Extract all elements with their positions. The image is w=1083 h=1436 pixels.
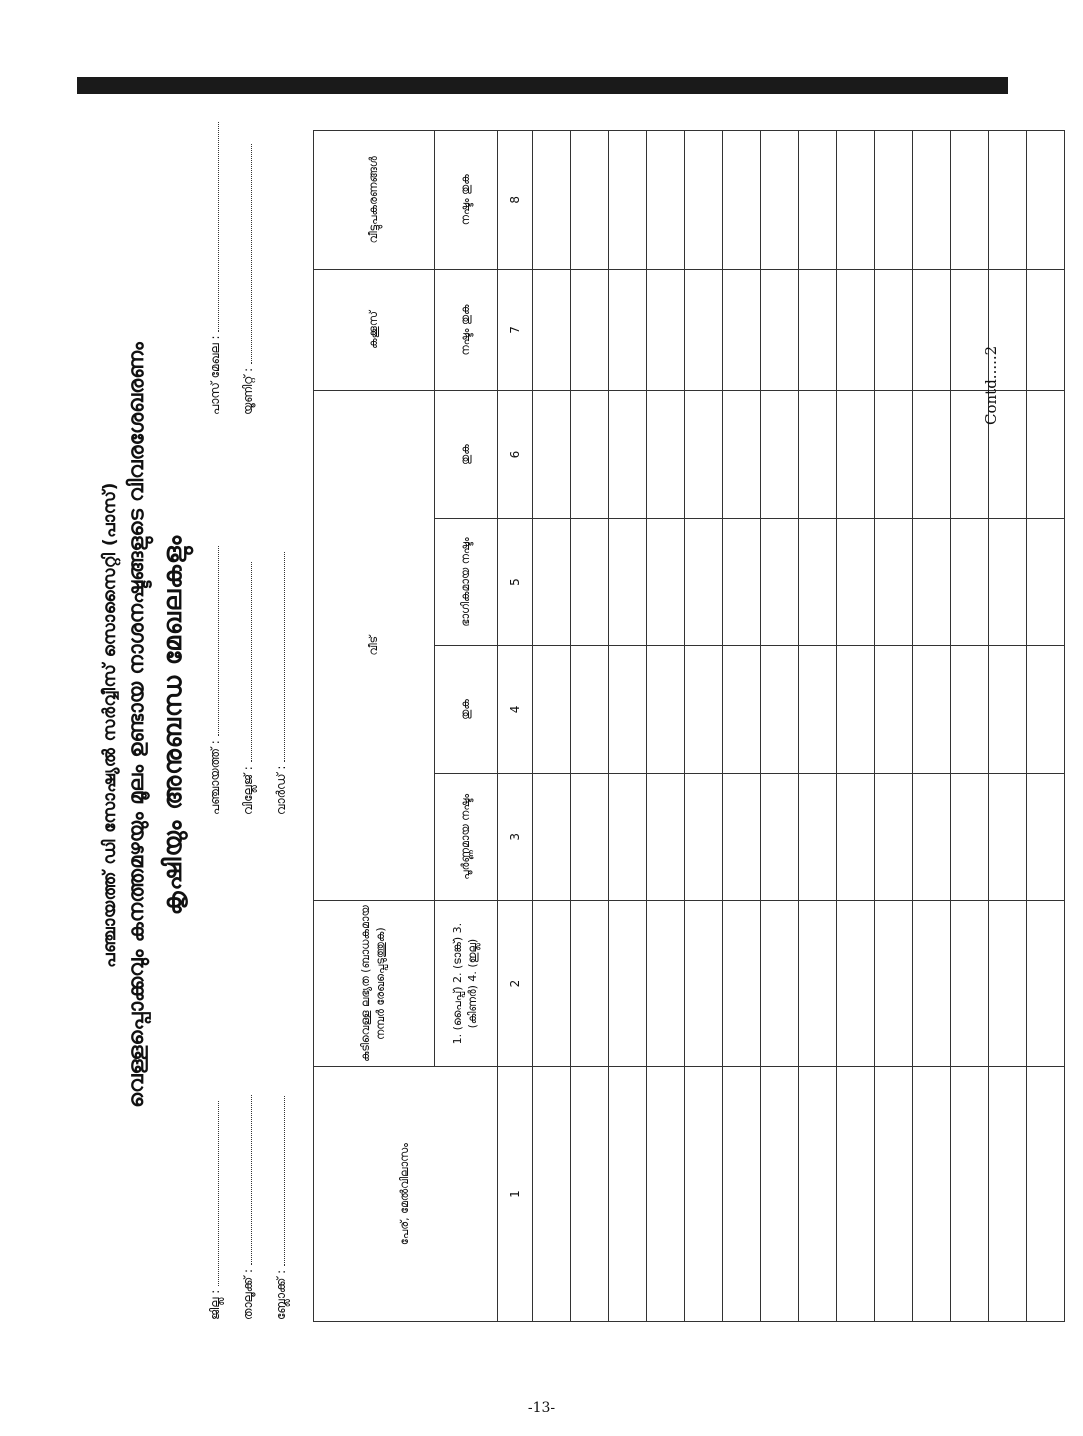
table-cell[interactable] — [913, 518, 951, 645]
table-cell[interactable] — [913, 391, 951, 518]
table-cell[interactable] — [799, 1067, 837, 1322]
table-cell[interactable] — [837, 269, 875, 391]
col-toilet-header: കക്കൂസ് — [314, 269, 435, 391]
table-cell[interactable] — [685, 901, 723, 1067]
table-cell[interactable] — [1027, 391, 1065, 518]
table-cell[interactable] — [647, 131, 685, 270]
table-cell[interactable] — [837, 1067, 875, 1322]
table-cell[interactable] — [533, 1067, 571, 1322]
table-cell[interactable] — [875, 1067, 913, 1322]
table-cell[interactable] — [685, 391, 723, 518]
table-row — [1027, 131, 1065, 1322]
table-cell[interactable] — [761, 518, 799, 645]
column-number-row — [498, 131, 533, 1322]
table-cell[interactable] — [685, 646, 723, 773]
table-cell[interactable] — [723, 131, 761, 270]
table-cell[interactable] — [837, 901, 875, 1067]
table-cell[interactable] — [799, 901, 837, 1067]
col-name-header: പേര്, മേൽവിലാസം — [314, 1067, 498, 1322]
table-cell[interactable] — [837, 131, 875, 270]
table-cell[interactable] — [1027, 518, 1065, 645]
table-cell[interactable] — [647, 518, 685, 645]
table-cell[interactable] — [571, 131, 609, 270]
table-cell[interactable] — [1027, 1067, 1065, 1322]
continued-label: Contd.....2 — [982, 345, 1000, 425]
table-cell[interactable] — [761, 391, 799, 518]
table-cell[interactable] — [609, 518, 647, 645]
table-cell[interactable] — [913, 269, 951, 391]
form-header-line2: വെള്ളപ്പൊക്കവും കനത്തമഴയും മൂലം ഉണ്ടായ നാശനഷ്ടങ്ങളുടെ വിവരശേഖരണം — [124, 342, 148, 1108]
top-rule — [77, 77, 1008, 94]
table-cell[interactable] — [989, 646, 1027, 773]
table-cell[interactable] — [1027, 901, 1065, 1067]
table-cell[interactable] — [951, 1067, 989, 1322]
table-row — [913, 131, 951, 1322]
table-cell[interactable] — [533, 773, 571, 900]
table-cell[interactable] — [647, 901, 685, 1067]
column-number: 7 — [498, 269, 533, 391]
table-row — [837, 131, 875, 1322]
taluk-field[interactable]: താലൂക്ക് : — [241, 1095, 256, 1320]
table-cell[interactable] — [799, 269, 837, 391]
col-household-sub-header: നഷ്ടം തുക — [435, 131, 498, 270]
table-cell[interactable] — [609, 269, 647, 391]
table-cell[interactable] — [571, 646, 609, 773]
table-cell[interactable] — [951, 518, 989, 645]
table-cell[interactable] — [723, 391, 761, 518]
table-cell[interactable] — [533, 646, 571, 773]
col-amount-b-header: തുക — [435, 391, 498, 518]
form-header-line1: പഞ്ചായത്ത് ഡി സോഷ്യൽ സർവ്വീസ് സൊസൈറ്റി (പാസ്) — [100, 482, 120, 968]
column-number: 4 — [498, 646, 533, 773]
table-cell[interactable] — [837, 518, 875, 645]
table-cell[interactable] — [913, 646, 951, 773]
ward-field[interactable]: വാർഡ് : — [274, 552, 289, 815]
table-cell[interactable] — [875, 901, 913, 1067]
table-cell[interactable] — [761, 131, 799, 270]
table-row — [533, 131, 571, 1322]
table-cell[interactable] — [1027, 646, 1065, 773]
table-cell[interactable] — [609, 901, 647, 1067]
table-cell[interactable] — [533, 391, 571, 518]
panchayat-field[interactable]: പഞ്ചായത്ത് : — [208, 546, 223, 815]
table-cell[interactable] — [723, 518, 761, 645]
column-number: 6 — [498, 391, 533, 518]
table-cell[interactable] — [761, 1067, 799, 1322]
col-partial-loss-header: ഭാഗികമായ നഷ്ടം — [435, 518, 498, 645]
table-cell[interactable] — [609, 646, 647, 773]
rotated-form — [100, 120, 1000, 1330]
col-house-header: വീട് — [314, 391, 435, 901]
unit-field[interactable]: യൂണിറ്റ് : — [241, 144, 256, 415]
column-number: 5 — [498, 518, 533, 645]
table-cell[interactable] — [837, 773, 875, 900]
table-cell[interactable] — [571, 901, 609, 1067]
table-row — [571, 131, 609, 1322]
table-cell[interactable] — [799, 773, 837, 900]
table-cell[interactable] — [533, 901, 571, 1067]
table-cell[interactable] — [723, 269, 761, 391]
table-cell[interactable] — [951, 773, 989, 900]
table-cell[interactable] — [647, 1067, 685, 1322]
column-number: 2 — [498, 901, 533, 1067]
column-number: 3 — [498, 773, 533, 900]
table-cell[interactable] — [685, 1067, 723, 1322]
table-cell[interactable] — [609, 1067, 647, 1322]
col-water-options: 1. (പൈപ്പ്) 2. (ടാങ്ക്) 3. (കിണർ) 4. (ഇല്ല) — [435, 901, 498, 1067]
table-cell[interactable] — [533, 131, 571, 270]
table-cell[interactable] — [875, 518, 913, 645]
table-cell[interactable] — [647, 269, 685, 391]
page-number: -13- — [527, 1400, 556, 1416]
table-cell[interactable] — [799, 646, 837, 773]
table-row — [989, 131, 1027, 1322]
table-cell[interactable] — [875, 131, 913, 270]
table-cell[interactable] — [799, 391, 837, 518]
table-cell[interactable] — [571, 269, 609, 391]
table-cell[interactable] — [647, 773, 685, 900]
table-row — [685, 131, 723, 1322]
table-cell[interactable] — [875, 646, 913, 773]
form-title: കൃഷിയും അനുബന്ധ മേഖലകളും — [158, 534, 187, 916]
table-cell[interactable] — [609, 391, 647, 518]
table-cell[interactable] — [913, 1067, 951, 1322]
col-water-header: കുടിവെള്ള ലഭ്യത (ബാധകമായ നമ്പർ രേഖപ്പെടുത്തുക) — [314, 901, 435, 1067]
table-cell[interactable] — [989, 131, 1027, 270]
district-field[interactable]: ജില്ല : — [208, 1101, 223, 1320]
table-cell[interactable] — [951, 646, 989, 773]
table-cell[interactable] — [989, 773, 1027, 900]
table-cell[interactable] — [1027, 131, 1065, 270]
col-full-loss-header: പൂർണ്ണമായ നഷ്ടം — [435, 773, 498, 900]
table-cell[interactable] — [913, 773, 951, 900]
block-field[interactable]: ബ്ലോക്ക് : — [274, 1096, 289, 1320]
village-field[interactable]: വില്ലേജ് : — [241, 562, 256, 815]
table-cell[interactable] — [799, 518, 837, 645]
table-cell[interactable] — [723, 646, 761, 773]
table-row — [723, 131, 761, 1322]
col-amount-a-header: തുക — [435, 646, 498, 773]
table-cell[interactable] — [1027, 773, 1065, 900]
table-cell[interactable] — [875, 391, 913, 518]
table-row — [761, 131, 799, 1322]
table-cell[interactable] — [951, 901, 989, 1067]
table-cell[interactable] — [837, 391, 875, 518]
table-cell[interactable] — [1027, 269, 1065, 391]
table-cell[interactable] — [989, 518, 1027, 645]
table-cell[interactable] — [989, 1067, 1027, 1322]
table-cell[interactable] — [685, 773, 723, 900]
table-cell[interactable] — [609, 773, 647, 900]
table-cell[interactable] — [685, 131, 723, 270]
table-cell[interactable] — [533, 269, 571, 391]
table-cell[interactable] — [571, 773, 609, 900]
col-toilet-sub-header: നഷ്ടം തുക — [435, 269, 498, 391]
table-cell[interactable] — [913, 131, 951, 270]
table-cell[interactable] — [647, 391, 685, 518]
table-cell[interactable] — [875, 269, 913, 391]
table-cell[interactable] — [761, 773, 799, 900]
table-row — [799, 131, 837, 1322]
table-cell[interactable] — [723, 1067, 761, 1322]
table-row — [951, 131, 989, 1322]
table-cell[interactable] — [951, 131, 989, 270]
table-row — [609, 131, 647, 1322]
table-row — [647, 131, 685, 1322]
column-number: 1 — [498, 1067, 533, 1322]
table-cell[interactable] — [913, 901, 951, 1067]
table-cell[interactable] — [571, 518, 609, 645]
table-row — [875, 131, 913, 1322]
table-cell[interactable] — [685, 269, 723, 391]
damage-table — [313, 130, 1065, 1322]
table-cell[interactable] — [609, 131, 647, 270]
col-household-header: വീട്ടുപകരണങ്ങൾ — [314, 131, 435, 270]
table-cell[interactable] — [533, 518, 571, 645]
table-cell[interactable] — [685, 518, 723, 645]
table-cell[interactable] — [989, 901, 1027, 1067]
table-cell[interactable] — [647, 646, 685, 773]
table-cell[interactable] — [723, 901, 761, 1067]
column-number: 8 — [498, 131, 533, 270]
table-cell[interactable] — [837, 646, 875, 773]
table-cell[interactable] — [875, 773, 913, 900]
table-header-row-1 — [314, 131, 435, 1322]
table-cell[interactable] — [761, 269, 799, 391]
table-cell[interactable] — [571, 391, 609, 518]
table-cell[interactable] — [723, 773, 761, 900]
table-cell[interactable] — [761, 646, 799, 773]
table-cell[interactable] — [799, 131, 837, 270]
table-cell[interactable] — [761, 901, 799, 1067]
table-body — [533, 131, 1065, 1322]
table-cell[interactable] — [571, 1067, 609, 1322]
pass-area-field[interactable]: പാസ് മേഖല : — [208, 122, 223, 415]
